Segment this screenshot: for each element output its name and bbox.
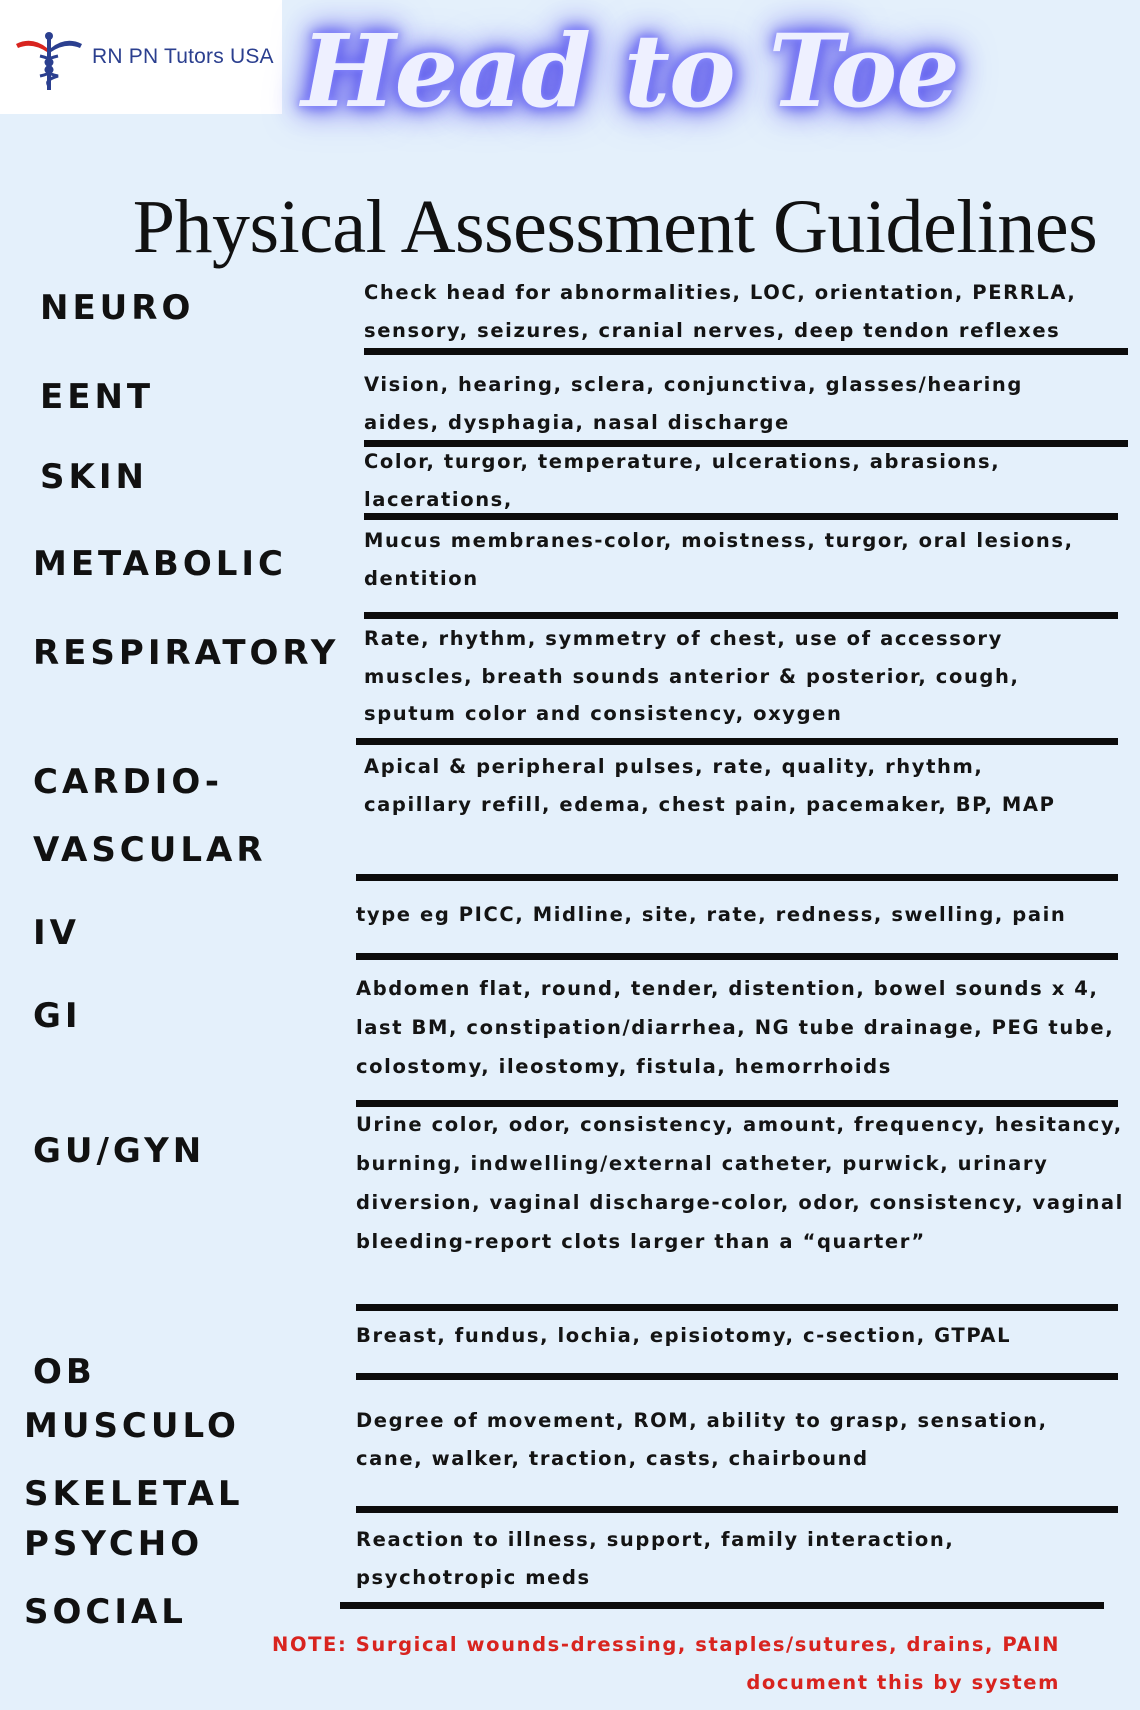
section-desc-skin: Color, turgor, temperature, ulcerations, abrasions, lacerations, (364, 450, 1001, 511)
brand-logo (0, 0, 282, 114)
section-label-skin: SKIN (40, 457, 148, 497)
section-desc-gu-gyn: Urine color, odor, consistency, amount, frequency, hesitancy, burning, indwelling/external catheter, purwick, urinary diversion, vaginal discharge-color, odor, consistency, vaginal bleeding-report clots larger than a “quarter” (356, 1113, 1124, 1253)
section-desc-musculoskeletal: Degree of movement, ROM, ability to grasp, sensation, cane, walker, traction, casts, chairbound (356, 1409, 1048, 1470)
section-desc-psychosocial: Reaction to illness, support, family interaction, psychotropic meds (356, 1528, 955, 1589)
note-text (160, 1626, 1060, 1702)
section-desc-eent: Vision, hearing, sclera, conjunctiva, glasses/hearing aides, dysphagia, nasal discharge (364, 373, 1023, 434)
note-line-1: NOTE: Surgical wounds-dressing, staples/sutures, drains, PAIN (272, 1633, 1060, 1656)
caduceus-icon (14, 22, 84, 92)
page-subtitle: Physical Assessment Guidelines (132, 185, 1098, 269)
section-desc-ob: Breast, fundus, lochia, episiotomy, c-section, GTPAL (356, 1324, 1012, 1347)
section-divider (364, 348, 1128, 355)
section-label-iv: IV (33, 913, 80, 953)
section-desc-cardiovascular: Apical & peripheral pulses, rate, quality, rhythm, capillary refill, edema, chest pain, pacemaker, BP, MAP (364, 755, 1056, 816)
brand-name: RN PN Tutors USA (92, 45, 274, 68)
section-divider (356, 1373, 1118, 1380)
section-label-social: SOCIAL (24, 1592, 187, 1632)
section-label-skeletal: SKELETAL (24, 1474, 244, 1514)
section-label-ob: OB (33, 1352, 96, 1392)
section-desc-iv: type eg PICC, Midline, site, rate, redness, swelling, pain (356, 903, 1067, 926)
section-desc-metabolic: Mucus membranes-color, moistness, turgor, oral lesions, dentition (364, 529, 1074, 590)
section-label-vascular: VASCULAR (33, 830, 267, 870)
section-divider (340, 1602, 1104, 1609)
page-title: Head to Toe (301, 12, 959, 130)
section-label-respiratory: RESPIRATORY (33, 633, 340, 673)
section-divider (356, 874, 1118, 881)
section-desc-gi: Abdomen flat, round, tender, distention, bowel sounds x 4, last BM, constipation/diarrhea, NG tube drainage, PEG tube, colostomy, ileostomy, fistula, hemorrhoids (356, 977, 1115, 1078)
section-label-neuro: NEURO (40, 288, 195, 328)
section-divider (356, 1506, 1118, 1513)
section-label-gi: GI (33, 996, 82, 1036)
section-label-eent: EENT (40, 377, 155, 417)
section-divider (356, 1304, 1118, 1311)
section-label-psycho: PSYCHO (24, 1524, 204, 1564)
section-label-musculo: MUSCULO (24, 1406, 240, 1446)
section-desc-respiratory: Rate, rhythm, symmetry of chest, use of accessory muscles, breath sounds anterior & posterior, cough, sputum color and consistency, oxygen (364, 627, 1020, 725)
section-divider (364, 612, 1118, 619)
section-label-gu-gyn: GU/GYN (33, 1131, 206, 1171)
section-divider (364, 513, 1118, 520)
section-divider (356, 953, 1118, 960)
section-desc-neuro: Check head for abnormalities, LOC, orientation, PERRLA, sensory, seizures, cranial nerves, deep tendon reflexes (364, 281, 1077, 342)
section-label-cardio: CARDIO- (33, 762, 223, 802)
section-label-metabolic: METABOLIC (33, 544, 288, 584)
note-line-2: document this by system (746, 1671, 1060, 1694)
section-divider (356, 738, 1118, 745)
